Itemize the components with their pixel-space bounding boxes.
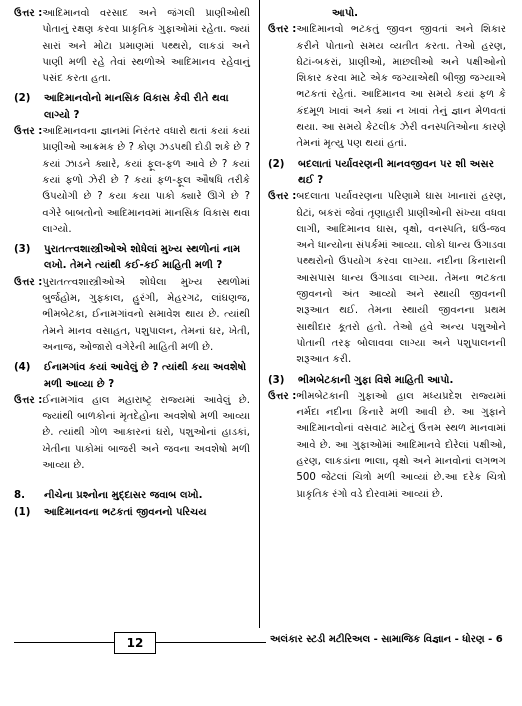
question — [268, 373, 506, 389]
question-number: (2) — [268, 158, 285, 170]
question — [268, 157, 506, 190]
right-column — [268, 6, 506, 503]
answer-label: ઉત્તર : — [268, 390, 297, 402]
answer-block — [14, 393, 250, 474]
answer-block — [14, 124, 250, 238]
answer-label: ઉત્તર : — [14, 8, 43, 19]
question-text: આદિમાનવોનો માનસિક વિકાસ કેવી રીતે થવા લાગ્યો ? — [44, 93, 229, 121]
question-number: (2) — [14, 93, 31, 105]
question-text: બદલાતાં પર્યાવરણની માનવજીવન પર શી અસર થઈ ? — [298, 158, 495, 186]
question-number: (3) — [14, 244, 31, 256]
footer-title: અલંકાર સ્ટડી મટીરિઅલ - સામાજિક વિજ્ઞાન - ધોરણ - 6 — [270, 634, 503, 645]
answer-text: આદિમાનવો ભટકતું જીવન જીવતાં અને શિકાર કરીને પોતાનો સમય વ્યતીત કરતા. તેઓ હરણ, ઘેટાં-બકરાં, પ્રાણીઓ, માછલીઓ અને પક્ષીઓનો શિકાર કરવા માટે એક જગ્યાએથી બીજી જગ્યાએ ભટકતાં રહેતાં. આદિમાનવ આ સમયે કયાં ફળ કે કંદમૂળ ખાવાં અને ક્યાં ન ખાવાં તેનું જ્ઞાન મેળવતાં થયા. આ સમયે કેટલીક ઝેરી વનસ્પતિઓના કારણે તેમનાં મૃત્યુ પણ થયાં હતાં. — [296, 24, 506, 150]
answer-block — [14, 275, 250, 356]
page-footer — [0, 632, 522, 654]
footer-rule — [14, 642, 114, 643]
answer-text: આદિમાનવો વરસાદ અને જંગલી પ્રાણીઓથી પોતાનું રક્ષણ કરવા પ્રાકૃતિક ગુફાઓમાં રહેતા. જ્યાં સારાં અને મોટા પ્રમાણમાં પથ્થરો, લાકડાં અને પાણી મળી રહે તેવાં સ્થળોએ આદિમાનવ રહેવાનું પસંદ કરતા હતા. — [42, 8, 250, 85]
answer-text: ભીમબેટકાની ગુફાઓ હાલ મધ્યપ્રદેશ રાજ્યમાં નર્મદા નદીના કિનારે મળી આવી છે. આ ગુફાને આદિમાનવોનાં વસવાટ માટેનું ઉત્તમ સ્થળ માનવામાં આવે છે. આ ગુફાઓમાં આદિમાનવે દોરેલાં પક્ષીઓ, હરણ, લાકડાંના ભાલા, વૃક્ષો અને માનવોનાં લગભગ 500 જેટલાં ચિત્રો મળી આવ્યાં છે.આ દરેક ચિત્રો પ્રાકૃતિક રંગો વડે દોરવામાં આવ્યાં છે. — [296, 390, 506, 500]
question-text: પુરાતત્ત્વશાસ્ત્રીઓએ શોધેલાં મુખ્ય સ્થળોનાં નામ લખો. તેમને ત્યાંથી કઈ-કઈ માહિતી મળી ? — [44, 244, 241, 272]
answer-label: ઉત્તર : — [14, 394, 43, 406]
column-divider — [259, 0, 260, 628]
question-text: આદિમાનવના ભટકતાં જીવનનો પરિચય — [44, 506, 207, 518]
left-column — [14, 6, 250, 521]
section-number: 8. — [14, 490, 25, 502]
question — [14, 91, 250, 124]
section-title: નીચેના પ્રશ્નોના મુદ્દાસર જવાબ લખો. — [44, 490, 203, 502]
answer-text: પુરાતત્ત્વશાસ્ત્રીઓએ શોધેલા મુખ્ય સ્થળોમાં બુર્જહોમ, ગુફ્કાલ, હુરંગી, મેહરગઢ, લાંઘણજ, ભીમબેટકા, ઈનામગાંવનો સમાવેશ થાય છે. ત્યાંથી તેમને માનવ વસાહત, પશુપાલન, તેમનાં ઘર, ખેતી, અનાજ, ઓજારો વગેરેની માહિતી મળી છે. — [42, 276, 250, 353]
section-heading — [14, 488, 250, 504]
answer-label: ઉત્તર : — [268, 191, 297, 203]
question-number: (1) — [14, 506, 31, 518]
answer-block — [268, 22, 506, 152]
answer-block — [268, 389, 506, 503]
question — [14, 242, 250, 275]
question-text: ઈનામગાંવ કયાં આવેલું છે ? ત્યાંથી કયા અવશેષો મળી આવ્યા છે ? — [44, 362, 247, 390]
footer-rule — [156, 642, 266, 643]
question-number: (4) — [14, 362, 31, 374]
answer-text: ઈનામગાંવ હાલ મહારાષ્ટ્ર રાજ્યમાં આવેલું છે. જ્યાંથી બાળકોનાં મૃતદેહોના અવશેષો મળી આવ્યા છે. ત્યાંથી ગોળ આકારનાં ઘરો, પશુઓનાં હાડકાં, ખેતીના પાકોમાં બાજરી અને જવના અવશેષો મળી આવ્યા છે. — [42, 394, 250, 472]
question-continuation: આપો. — [332, 8, 358, 19]
question — [14, 360, 250, 393]
answer-label: ઉત્તર : — [268, 24, 297, 36]
question-number: (3) — [268, 374, 285, 386]
answer-block — [14, 6, 250, 87]
answer-label: ઉત્તર : — [14, 126, 43, 138]
answer-text: આદિમાનવના જ્ઞાનમાં નિરંતર વધારો થતાં કયાં કયાં પ્રાણીઓ આક્રમક છે ? કોણ ઝડપથી દોડી શકે છે ? કયાં ઝાડને ક્યારે, કયાં ફૂલ-ફળ આવે છે ? કયાં કયાં ફળો ઝેરી છે ? કયાં ફળ-ફૂલ ઔષધિ તરીકે ઉપયોગી છે ? કયા કયા પાકો ક્યારે ઊગે છે ? વગેરે બાબતોનો આદિમાનવમાં માનસિક વિકાસ થવા લાગ્યો. — [42, 126, 250, 235]
answer-text: બદલાતા પર્યાવરણના પરિણામે ઘાસ ખાનારાં હરણ, ઘેટાં, બકરાં જેવાં તૃણાહારી પ્રાણીઓની સંખ્યા વધવા લાગી, આદિમાનવ ઘાસ, વૃક્ષો, વનસ્પતિ, ઘઉં-જવ અને ધાન્યોના સંપર્કમાં આવ્યા. લોકો ધાન્ય ઉગાડવા પથ્થરોનો ઉપયોગ કરવા લાગ્યા. નદીના કિનારાની આસપાસ ધાન્ય ઉગાડવા લાગ્યા. તેમના ભટકતા જીવનનો અંત આવ્યો અને સ્થાયી જીવનની શરૂઆત થઈ. તેમના સ્થાયી જીવનના પ્રથમ સાથીદાર કૂતરો હતો. તેઓ હવે અન્ય પશુઓને પોતાની તરફ બોલાવવા લાગ્યા અને પશુપાલનની શરૂઆત કરી. — [296, 191, 506, 366]
answer-block — [268, 189, 506, 368]
answer-label: ઉત્તર : — [14, 276, 43, 288]
question — [14, 505, 250, 521]
page-number: 12 — [114, 632, 156, 654]
question-text: ભીમબેટકાની ગુફા વિશે માહિતી આપો. — [298, 374, 454, 386]
